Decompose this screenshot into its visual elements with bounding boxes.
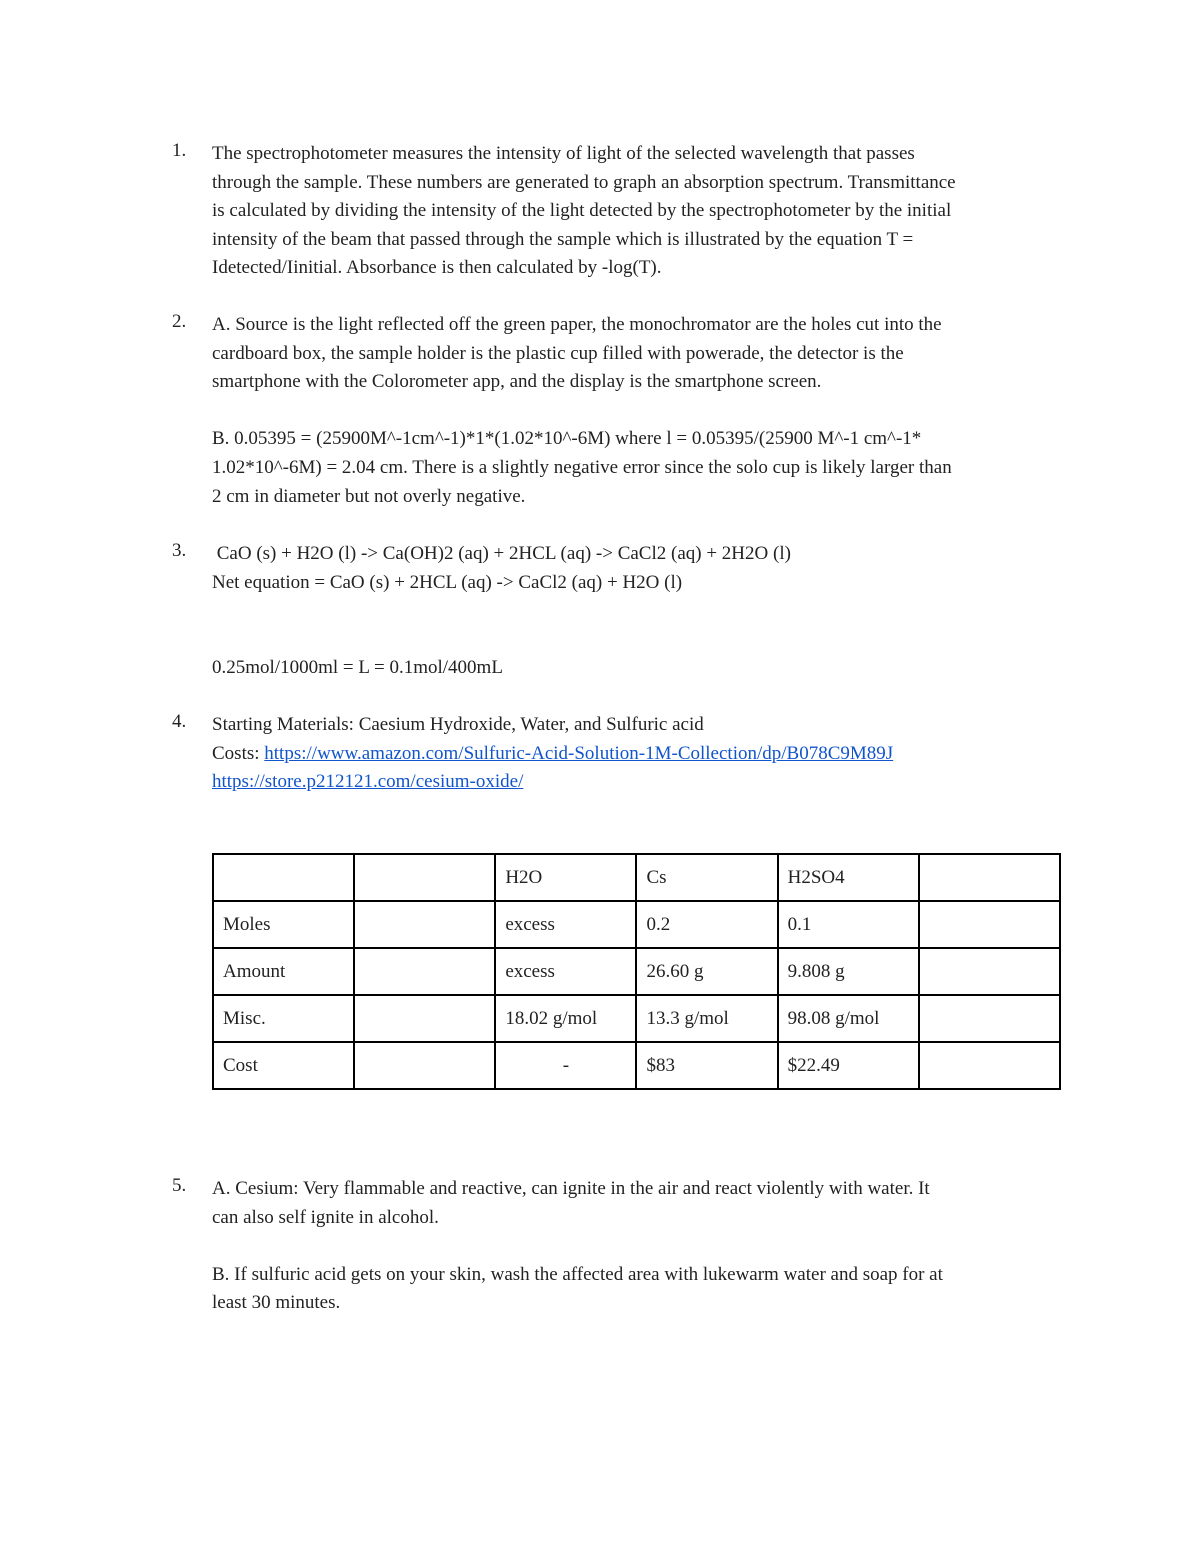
question-1-answer	[212, 140, 1062, 283]
question-number: 5.	[172, 1175, 187, 1196]
text-line: B. 0.05395 = (25900M^-1cm^-1)*1*(1.02*10^-6M) where l = 0.05395/(25900 M^-1 cm^-1*	[212, 428, 922, 450]
text-line: B. If sulfuric acid gets on your skin, wash the affected area with lukewarm water and soap for at	[212, 1263, 943, 1285]
question-4-answer	[212, 711, 1062, 797]
table-cell	[354, 948, 495, 995]
table-header-cell: H2O	[495, 854, 636, 901]
row-label: Amount	[213, 948, 354, 995]
equation-line: CaO (s) + H2O (l) -> Ca(OH)2 (aq) + 2HCL (aq) -> CaCl2 (aq) + 2H2O (l)	[212, 543, 791, 564]
table-cell: 18.02 g/mol	[495, 995, 636, 1042]
table-header-cell: Cs	[636, 854, 777, 901]
table-cell	[919, 948, 1060, 995]
costs-line	[212, 740, 1062, 769]
table-cell	[354, 1042, 495, 1089]
table-cell	[213, 854, 354, 901]
table-header-row	[213, 854, 1060, 901]
table-cell: -	[495, 1042, 636, 1089]
text-line: smartphone with the Colorometer app, and the display is the smartphone screen.	[212, 371, 822, 393]
question-number: 1.	[172, 140, 187, 161]
text-line: 2 cm in diameter but not overly negative.	[212, 485, 526, 507]
amazon-link[interactable]: https://www.amazon.com/Sulfuric-Acid-Solution-1M-Collection/dp/B078C9M89J	[264, 742, 894, 764]
store-link[interactable]: https://store.p212121.com/cesium-oxide/	[212, 771, 524, 793]
text-line: cardboard box, the sample holder is the plastic cup filled with powerade, the detector is the	[212, 342, 904, 364]
question-number: 4.	[172, 711, 187, 732]
text-line: The spectrophotometer measures the intensity of light of the selected wavelength that passes	[212, 143, 915, 164]
table-cell	[919, 854, 1060, 901]
costs-label: Costs:	[212, 742, 265, 764]
row-label: Moles	[213, 901, 354, 948]
question-number: 2.	[172, 311, 187, 332]
text-line: 1.02*10^-6M) = 2.04 cm. There is a slightly negative error since the solo cup is likely larger than	[212, 456, 952, 478]
text-line: least 30 minutes.	[212, 1292, 341, 1314]
text-line: through the sample. These numbers are generated to graph an absorption spectrum. Transmittance	[212, 171, 956, 193]
table-cell: 13.3 g/mol	[636, 995, 777, 1042]
table-cell: 26.60 g	[636, 948, 777, 995]
table-cell: excess	[495, 948, 636, 995]
table-row	[213, 948, 1060, 995]
table-cell	[919, 901, 1060, 948]
table-cell	[354, 995, 495, 1042]
table-cell: 0.2	[636, 901, 777, 948]
table-cell: 98.08 g/mol	[778, 995, 919, 1042]
row-label: Cost	[213, 1042, 354, 1089]
table-row	[213, 1042, 1060, 1089]
table-cell	[919, 1042, 1060, 1089]
table-cell	[354, 854, 495, 901]
row-label: Misc.	[213, 995, 354, 1042]
text-line: A. Source is the light reflected off the green paper, the monochromator are the holes cut into the	[212, 314, 942, 335]
question-5-answer	[212, 1175, 1062, 1318]
table-header-cell: H2SO4	[778, 854, 919, 901]
text-line: can also self ignite in alcohol.	[212, 1206, 439, 1228]
materials-table	[212, 853, 1061, 1090]
link-line	[212, 768, 1062, 797]
question-3-answer	[212, 540, 1062, 683]
table-row	[213, 995, 1060, 1042]
table-cell: $22.49	[778, 1042, 919, 1089]
materials-line: Starting Materials: Caesium Hydroxide, Water, and Sulfuric acid	[212, 714, 704, 735]
net-equation-line: Net equation = CaO (s) + 2HCL (aq) -> CaCl2 (aq) + H2O (l)	[212, 571, 683, 593]
question-number: 3.	[172, 540, 187, 561]
text-line: intensity of the beam that passed through the sample which is illustrated by the equation T =	[212, 228, 914, 250]
question-2-answer	[212, 311, 1062, 511]
text-line: A. Cesium: Very flammable and reactive, can ignite in the air and react violently with water. It	[212, 1178, 930, 1199]
table-cell: $83	[636, 1042, 777, 1089]
table-cell: 0.1	[778, 901, 919, 948]
text-line: is calculated by dividing the intensity of the light detected by the spectrophotometer by the initial	[212, 200, 952, 222]
table-row	[213, 901, 1060, 948]
table-cell: 9.808 g	[778, 948, 919, 995]
table-cell	[354, 901, 495, 948]
text-line: Idetected/Iinitial. Absorbance is then calculated by -log(T).	[212, 257, 662, 279]
table-cell	[919, 995, 1060, 1042]
calculation-line: 0.25mol/1000ml = L = 0.1mol/400mL	[212, 657, 503, 679]
table-cell: excess	[495, 901, 636, 948]
